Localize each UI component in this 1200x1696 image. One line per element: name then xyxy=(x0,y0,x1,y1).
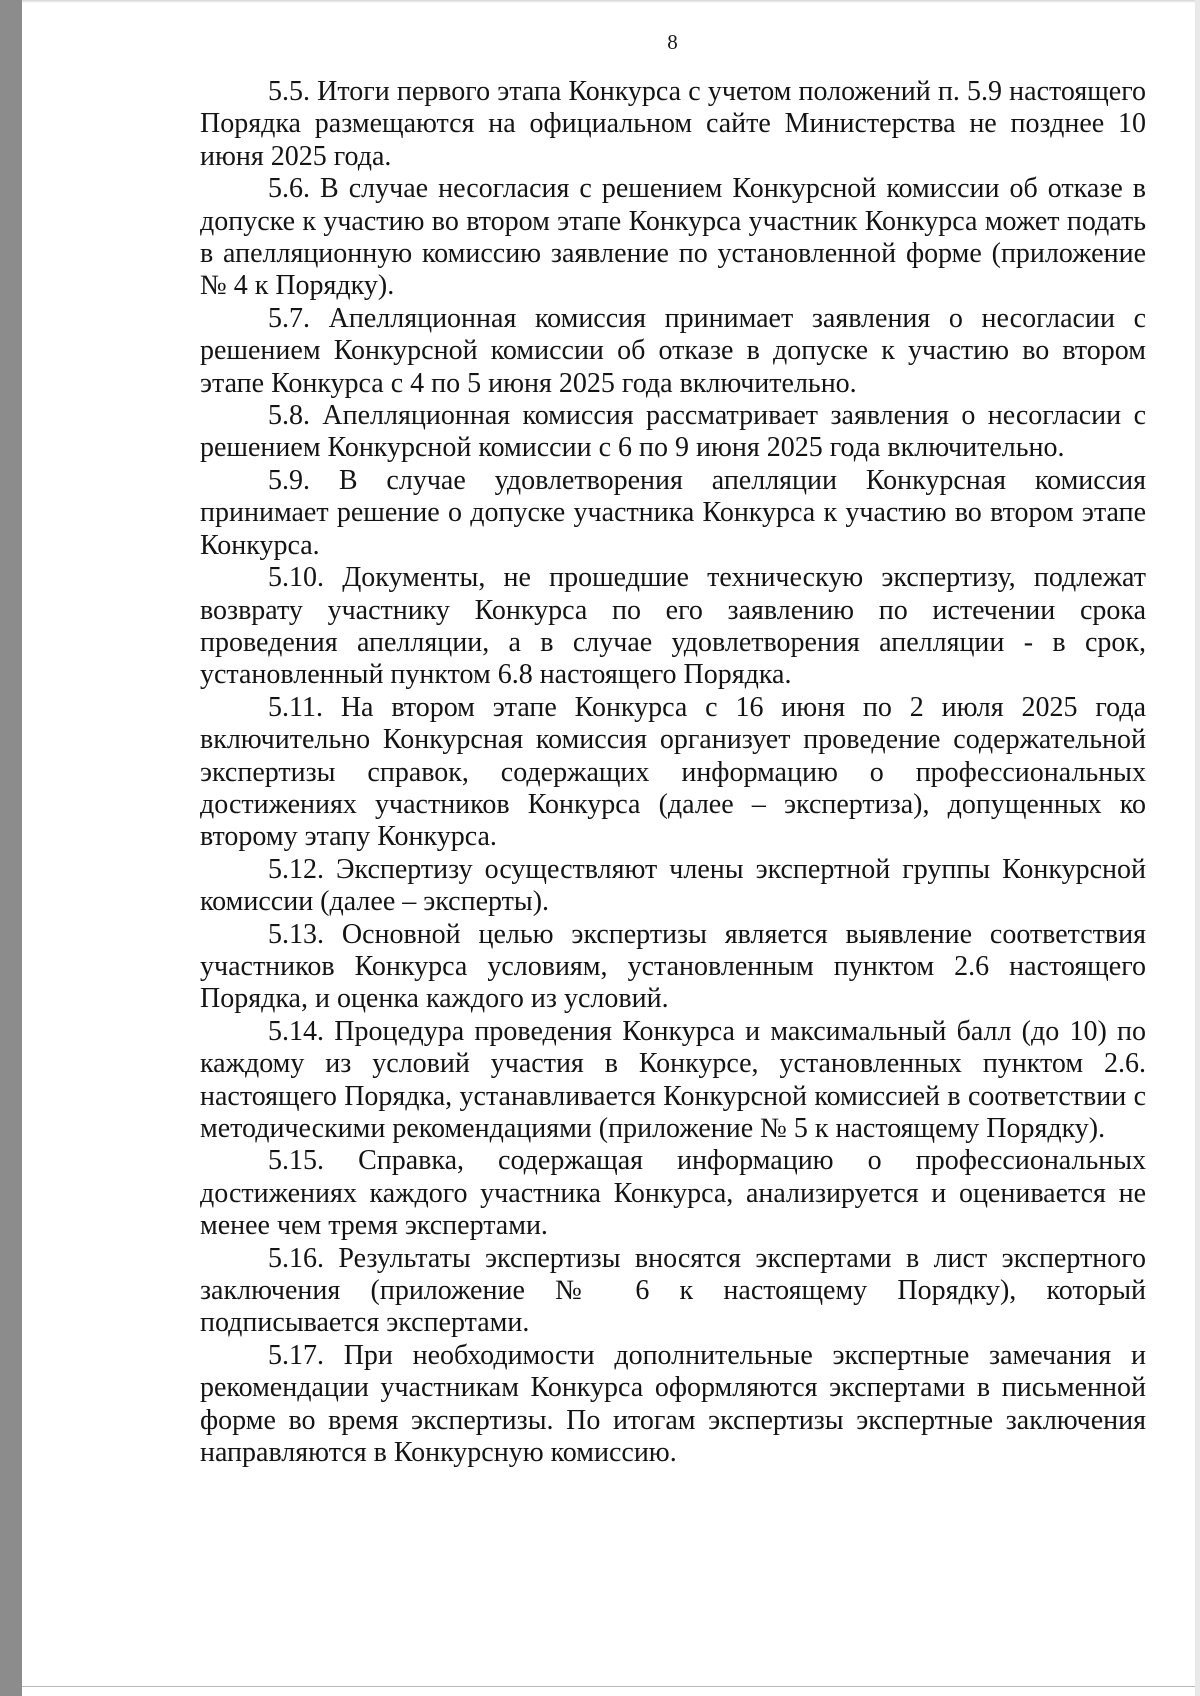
paragraph-text: Результаты экспертизы вносятся экспертами в лист экспертного заключения (приложение № 6 к настоящему Порядку), который подписывается экспертами. xyxy=(200,1242,1146,1339)
paragraph-5-9 xyxy=(200,465,1146,562)
paragraph-number: 5.11. xyxy=(268,691,323,723)
paragraph-text: Документы, не прошедшие техническую экспертизу, подлежат возврату участнику Конкурса по его заявлению по истечении срока проведения апелляции, а в случае удовлетворения апелляции - в срок, установленный пунктом 6.8 настоящего Порядка. xyxy=(200,562,1146,691)
paragraph-5-11 xyxy=(200,692,1146,854)
paragraph-number: 5.5. xyxy=(268,76,310,107)
paragraph-text: Процедура проведения Конкурса и максимальный балл (до 10) по каждому из условий участия в Конкурсе, установленных пунктом 2.6. настоящего Порядка, устанавливается Конкурсной комиссией в соответствии с методическими рекомендациями (приложение № 5 к настоящему Порядку). xyxy=(200,1015,1146,1144)
paragraph-number: 5.8. xyxy=(268,400,310,432)
paragraph-5-7 xyxy=(200,303,1146,400)
paragraph-number: 5.13. xyxy=(268,918,324,950)
paragraph-5-15 xyxy=(200,1145,1146,1242)
paragraph-number: 5.9. xyxy=(268,464,310,496)
paragraph-text: В случае удовлетворения апелляции Конкурсная комиссия принимает решение о допуске участника Конкурса к участию во втором этапе Конкурса. xyxy=(200,464,1146,561)
paragraph-text: Итоги первого этапа Конкурса с учетом положений п. 5.9 настоящего Порядка размещаются на официальном сайте Министерства не позднее 10 июня 2025 года. xyxy=(200,76,1147,172)
paragraph-text: Апелляционная комиссия рассматривает заявления о несогласии с решением Конкурсной комиссии с 6 по 9 июня 2025 года включительно. xyxy=(200,400,1146,464)
paragraph-5-8 xyxy=(200,400,1146,465)
paragraph-number: 5.15. xyxy=(268,1145,324,1177)
page-number: 8 xyxy=(667,30,678,54)
paragraph-text: При необходимости дополнительные экспертные замечания и рекомендации участникам Конкурса оформляются экспертами в письменной форме во время экспертизы. По итогам экспертизы экспертные заключения направляются в Конкурсную комиссию. xyxy=(200,1339,1146,1469)
paragraph-5-10 xyxy=(200,562,1146,692)
paragraph-5-5 xyxy=(200,76,1146,173)
paragraph-number: 5.7. xyxy=(268,302,310,334)
paragraph-5-14 xyxy=(200,1016,1146,1146)
scan-left-border xyxy=(0,0,22,1696)
scan-top-edge xyxy=(22,0,1195,3)
paragraph-text: Экспертизу осуществляют члены экспертной группы Конкурсной комиссии (далее – эксперты). xyxy=(200,853,1147,918)
scan-right-border xyxy=(1195,0,1200,1696)
paragraph-5-17 xyxy=(200,1340,1146,1470)
paragraph-5-16 xyxy=(200,1243,1146,1340)
scan-bottom-edge xyxy=(22,1686,1195,1696)
paragraph-number: 5.16. xyxy=(268,1242,324,1274)
paragraph-number: 5.6. xyxy=(268,173,310,205)
paragraph-5-12 xyxy=(200,854,1146,919)
paragraph-text: В случае несогласия с решением Конкурсной комиссии об отказе в допуске к участию во втором этапе Конкурса участник Конкурса может подать в апелляционную комиссию заявление по установленной форме (приложение № 4 к Порядку). xyxy=(200,173,1146,302)
paragraph-5-6 xyxy=(200,173,1146,303)
paragraph-number: 5.17. xyxy=(268,1339,324,1371)
paragraph-text: Справка, содержащая информацию о профессиональных достижениях каждого участника Конкурса, анализируется и оценивается не менее чем тремя экспертами. xyxy=(200,1145,1147,1242)
document-body xyxy=(200,76,1146,1469)
paragraph-number: 5.10. xyxy=(268,562,324,594)
paragraph-number: 5.12. xyxy=(268,853,324,885)
paragraph-5-13 xyxy=(200,919,1146,1016)
paragraph-text: Основной целью экспертизы является выявление соответствия участников Конкурса условиям, установленным пунктом 2.6 настоящего Порядка, и оценка каждого из условий. xyxy=(200,918,1146,1015)
paragraph-text: Апелляционная комиссия принимает заявления о несогласии с решением Конкурсной комиссии об отказе в допуске к участию во втором этапе Конкурса с 4 по 5 июня 2025 года включительно. xyxy=(200,302,1146,399)
paragraph-number: 5.14. xyxy=(268,1015,324,1047)
paragraph-text: На втором этапе Конкурса с 16 июня по 2 июля 2025 года включительно Конкурсная комиссия организует проведение содержательной экспертизы справок, содержащих информацию о профессиональных достижениях участников Конкурса (далее – экспертиза), допущенных ко второму этапу Конкурса. xyxy=(200,691,1147,853)
